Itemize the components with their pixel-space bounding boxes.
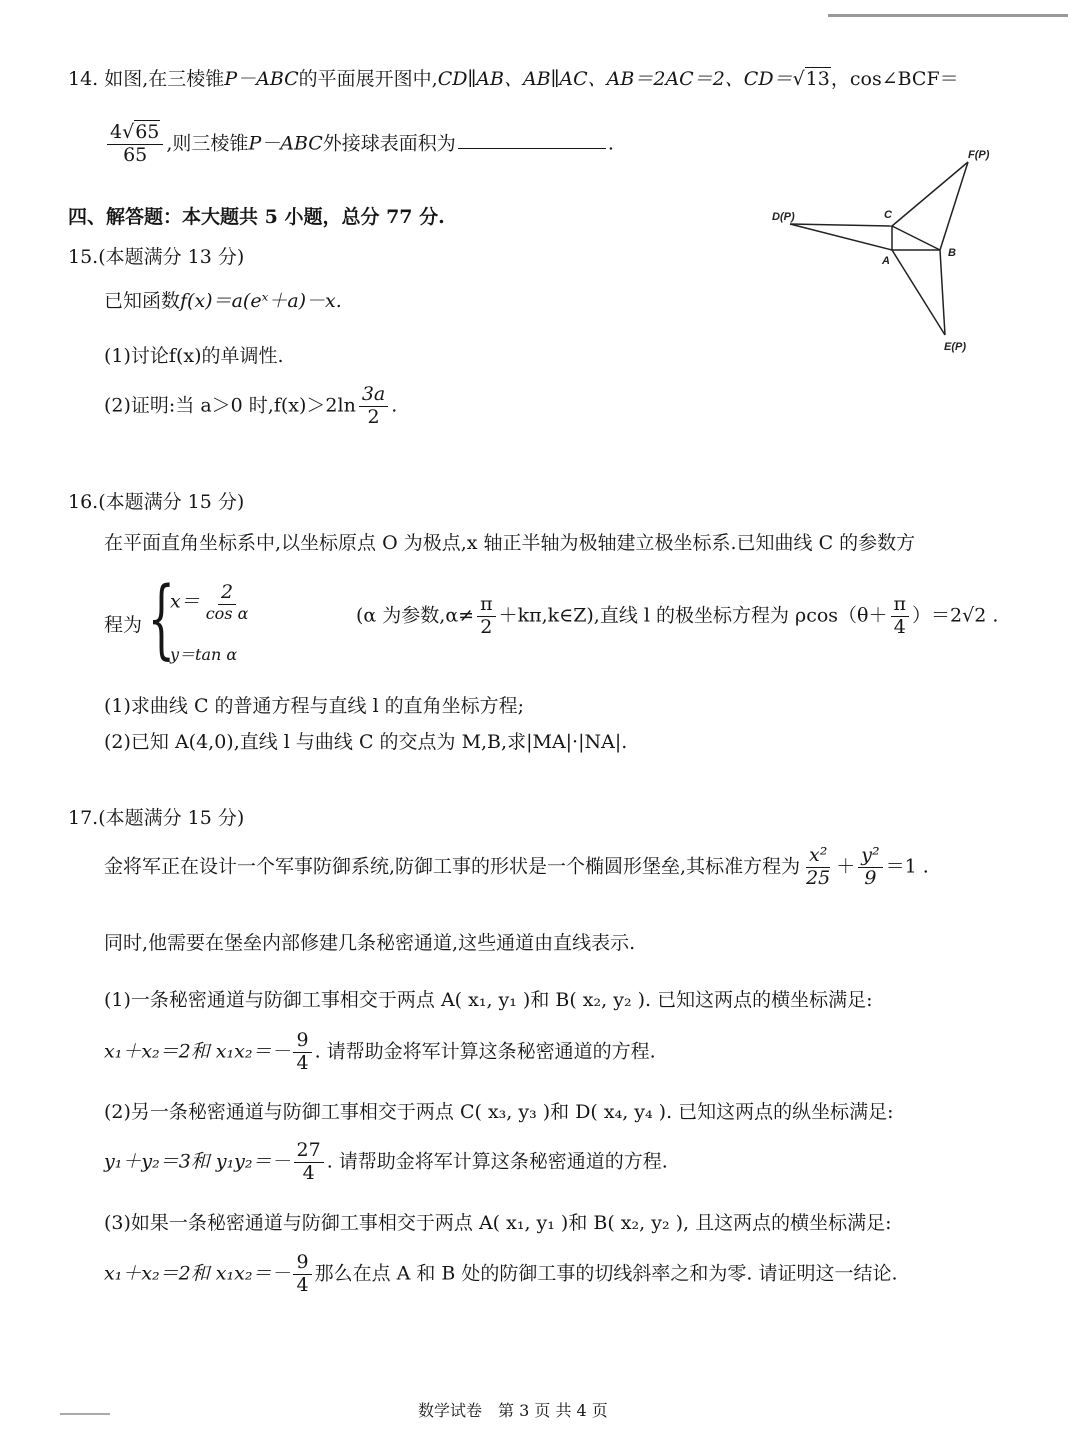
section-4-title: 四、解答题：本大题共 5 小题，总分 77 分. <box>68 206 445 228</box>
label-b: B <box>948 247 956 259</box>
label-a: A <box>882 255 890 267</box>
edge-dc <box>790 224 892 226</box>
q14-cos-fraction: $\frac{4√65}{65}$ <box>107 122 163 167</box>
q15-part2: (2)证明:当 a＞0 时,f(x)＞2ln $\frac{3a}{2}$ . <box>104 383 398 428</box>
label-c: C <box>884 209 892 221</box>
q14-line1: 14. 如图,在三棱锥P－ABC的平面展开图中,CD∥AB、AB∥AC、AB＝2AC＝2、CD＝√13，cos∠BCF＝ <box>68 68 959 90</box>
q15-header: 15.(本题满分 13 分) <box>68 246 245 268</box>
q17-part1-line1: (1)一条秘密通道与防御工事相交于两点 A( x₁, y₁ )和 B( x₂, y₂ ). 已知这两点的横坐标满足: <box>104 989 873 1011</box>
edge-fb <box>940 162 968 250</box>
edge-da <box>790 224 892 250</box>
label-e: E(P) <box>944 341 966 353</box>
q14-number: 14. <box>68 68 99 90</box>
edge-fc <box>892 162 968 226</box>
q14-line2: $\frac{4√65}{65}$ ,则三棱锥P－ABC外接球表面积为 . <box>104 122 614 167</box>
q16-part2: (2)已知 A(4,0),直线 l 与曲线 C 的交点为 M,B,求|MA|·|NA|. <box>104 731 628 753</box>
q16-part1: (1)求曲线 C 的普通方程与直线 l 的直角坐标方程; <box>104 695 525 717</box>
q17-part3-line1: (3)如果一条秘密通道与防御工事相交于两点 A( x₁, y₁ )和 B( x₂, y₂ ), 且这两点的横坐标满足: <box>104 1212 892 1234</box>
q17-part1-line2: x₁＋x₂＝2和 x₁x₂＝－ $\frac{9}{4}$ . 请帮助金将军计算这条秘密通道的方程. <box>104 1029 656 1074</box>
q16-header: 16.(本题满分 15 分) <box>68 491 245 513</box>
edge-be <box>940 250 945 335</box>
q17-line1: 金将军正在设计一个军事防御系统,防御工事的形状是一个椭圆形堡垒,其标准方程为 $\frac{\text{x²}}{25}$ ＋ $\frac{\text{y²}}{9}$ ＝1 . <box>104 844 929 889</box>
q17-part2-line2: y₁＋y₂＝3和 y₁y₂＝－ $\frac{27}{4}$ . 请帮助金将军计算这条秘密通道的方程. <box>104 1139 668 1184</box>
q17-part3-line2: x₁＋x₂＝2和 x₁x₂＝－ $\frac{9}{4}$ 那么在点 A 和 B 处的防御工事的切线斜率之和为零. 请证明这一结论. <box>104 1251 898 1296</box>
page-footer: 数学试卷 第 3 页 共 4 页 <box>418 1401 608 1420</box>
edge-ae <box>892 250 945 335</box>
q15-part1: (1)讨论f(x)的单调性. <box>104 345 284 367</box>
scan-edge-mark <box>60 1413 110 1415</box>
q17-line2: 同时,他需要在堡垒内部修建几条秘密通道,这些通道由直线表示. <box>104 932 636 954</box>
q15-stem: 已知函数f(x)＝a(eˣ＋a)－x. <box>104 290 342 312</box>
scan-edge-line <box>828 14 1068 17</box>
q16-line1: 在平面直角坐标系中,以坐标原点 O 为极点,x 轴正半轴为极轴建立极坐标系.已知曲线 C 的参数方 <box>104 532 916 554</box>
edge-cb <box>892 226 940 250</box>
q17-part2-line1: (2)另一条秘密通道与防御工事相交于两点 C( x₃, y₃ )和 D( x₄, y₄ ). 已知这两点的纵坐标满足: <box>104 1101 894 1123</box>
label-f: F(P) <box>968 149 990 161</box>
q14-answer-blank <box>458 128 606 149</box>
label-d: D(P) <box>772 211 795 223</box>
q17-header: 17.(本题满分 15 分) <box>68 807 245 829</box>
net-diagram <box>760 140 1020 360</box>
